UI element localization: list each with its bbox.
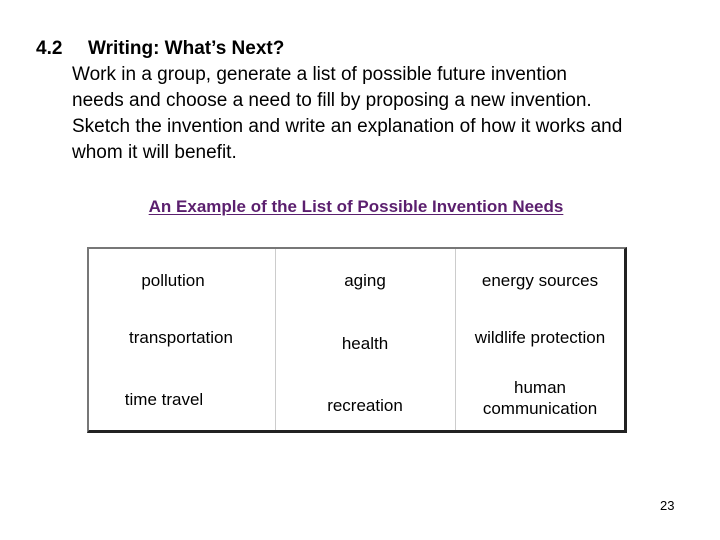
instruction-line: needs and choose a need to fill by proposing a new invention.: [72, 90, 592, 111]
instruction-line: Work in a group, generate a list of possible future invention: [72, 64, 567, 85]
example-title: An Example of the List of Possible Invention Needs: [148, 197, 564, 216]
need-cell-aging: aging: [344, 271, 386, 290]
section-number: 4.2: [36, 38, 63, 59]
need-cell-line: communication: [482, 399, 598, 418]
instruction-line: Sketch the invention and write an explanation of how it works and: [72, 116, 623, 137]
need-cell-health: health: [341, 334, 389, 353]
need-cell-wildlife-protection: wildlife protection: [474, 328, 606, 347]
need-cell-line: human: [514, 378, 566, 397]
page-number: 23: [660, 498, 675, 513]
instructions-text: [72, 62, 622, 166]
section-heading: [36, 38, 284, 60]
need-cell-recreation: recreation: [327, 396, 403, 415]
section-title: Writing: What’s Next?: [88, 38, 285, 59]
instruction-line: whom it will benefit.: [72, 142, 237, 163]
invention-needs-table: [87, 247, 627, 433]
need-cell-human-communication: [455, 377, 625, 419]
need-cell-time-travel: time travel: [124, 390, 204, 409]
need-cell-transportation: transportation: [129, 328, 233, 347]
need-cell-pollution: pollution: [141, 271, 205, 290]
need-cell-energy-sources: energy sources: [481, 271, 599, 290]
